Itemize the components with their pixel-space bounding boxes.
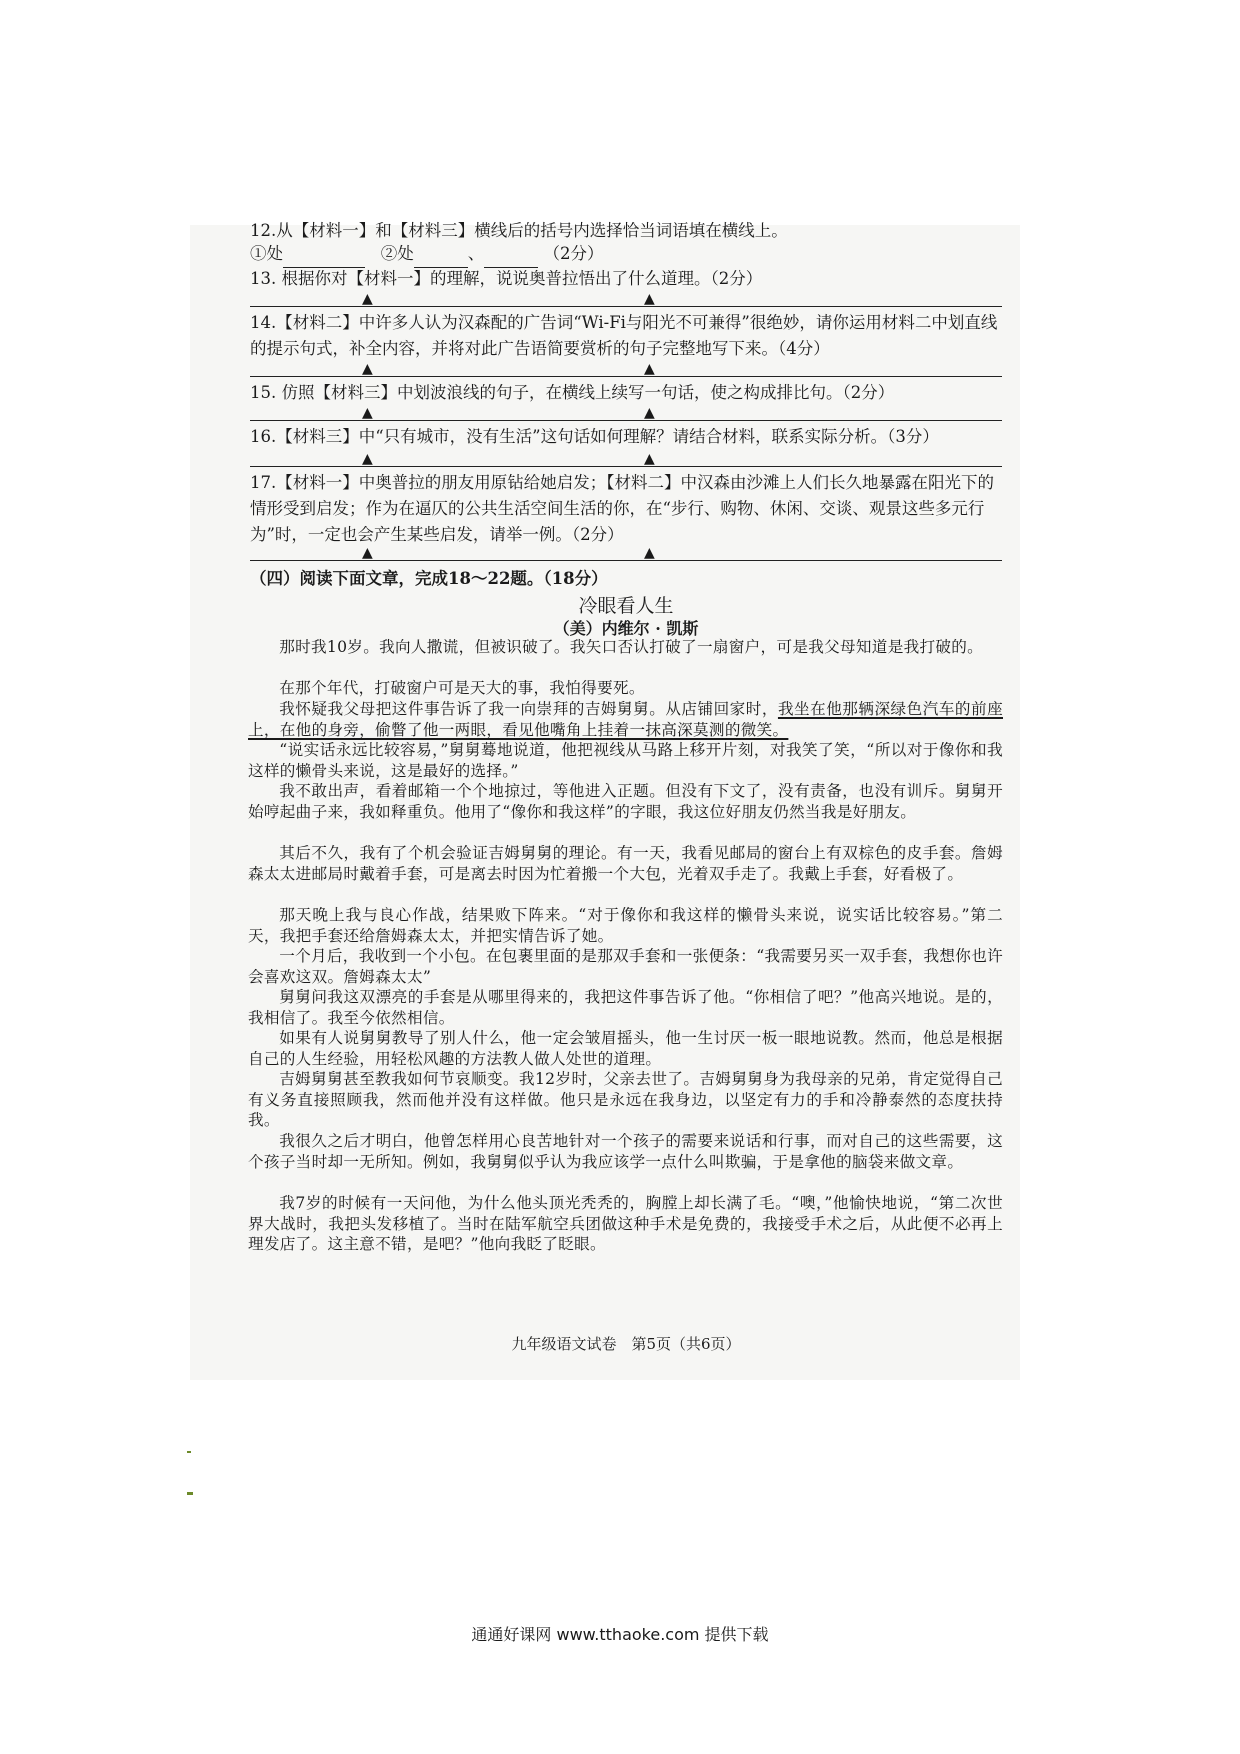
question-12: 12.从【材料一】和【材料三】横线后的括号内选择恰当词语填在横线上。 <box>250 221 788 240</box>
answer-line-15[interactable] <box>250 420 1002 421</box>
blank-1-line[interactable] <box>283 241 365 268</box>
answer-marker: ▲ <box>362 451 373 467</box>
question-15: 15. 仿照【材料三】中划波浪线的句子，在横线上续写一句话，使之构成排比句。（2分） <box>250 383 895 402</box>
article-paragraph-9: 舅舅问我这双漂亮的手套是从哪里得来的，我把这件事告诉了他。“你相信了吧？”他高兴地说。是的，我相信了。我至今依然相信。 <box>248 988 1003 1027</box>
article-paragraph-3-text: 我怀疑我父母把这件事告诉了我一向崇拜的吉姆舅舅。从店铺回家时， <box>279 700 778 718</box>
answer-marker: ▲ <box>644 405 655 421</box>
answer-marker: ▲ <box>644 361 655 377</box>
download-credit: 通通好课网 www.tthaoke.com 提供下载 <box>471 1625 769 1644</box>
question-14: 14.【材料二】中许多人认为汉森配的广告词“Wi-Fi与阳光不可兼得”很绝妙，请你运用材料二中划直线的提示句式，补全内容，并将对此广告语简要赏析的句子完整地写下来。（4分） <box>250 313 998 358</box>
article-paragraph-5: 我不敢出声，看着邮箱一个个地掠过，等他进入正题。但没有下文了，没有责备，也没有训斥。舅舅开始哼起曲子来，我如释重负。他用了“像你和我这样”的字眼，我这位好朋友仍然当我是好朋友。 <box>248 782 1003 821</box>
answer-line-17[interactable] <box>250 560 1002 561</box>
article-paragraph-13: 我7岁的时候有一天问他，为什么他头顶光秃秃的，胸膛上却长满了毛。“噢，”他愉快地说，“第二次世界大战时，我把头发移植了。当时在陆军航空兵团做这种手术是免费的，我接受手术之后，从此便不必再上理发店了。这主意不错，是吧？”他向我眨了眨眼。 <box>248 1194 1003 1253</box>
article-author: （美）内维尔 · 凯斯 <box>553 619 699 638</box>
answer-line-13[interactable] <box>250 306 1002 307</box>
article-title: 冷眼看人生 <box>578 595 674 617</box>
answer-marker: ▲ <box>644 451 655 467</box>
question-12-score: （2分） <box>543 244 604 263</box>
article-paragraph-7: 那天晚上我与良心作战，结果败下阵来。“对于像你和我这样的懒骨头来说，说实话比较容易。”第二天，我把手套还给詹姆森太太，并把实情告诉了她。 <box>248 906 1003 945</box>
question-12-blanks <box>250 241 1010 268</box>
blank-2-label: ②处 <box>380 244 414 263</box>
page-footer: 九年级语文试卷 第5页（共6页） <box>511 1335 741 1353</box>
article-paragraph-10: 如果有人说舅舅教导了别人什么，他一定会皱眉摇头，他一生讨厌一板一眼地说教。然而，他总是根据自己的人生经验，用轻松风趣的方法教人做人处世的道理。 <box>248 1029 1003 1068</box>
answer-marker: ▲ <box>644 291 655 307</box>
article-paragraph-6: 其后不久，我有了个机会验证吉姆舅舅的理论。有一天，我看见邮局的窗台上有双棕色的皮手套。詹姆森太太进邮局时戴着手套，可是离去时因为忙着搬一个大包，光着双手走了。我戴上手套，好看极了。 <box>248 844 1003 883</box>
blank-separator: 、 <box>467 244 485 263</box>
scan-speck <box>187 1492 193 1495</box>
article-paragraph-2: 在那个年代，打破窗户可是天大的事，我怕得要死。 <box>279 679 645 697</box>
scan-speck <box>187 1451 191 1453</box>
answer-marker: ▲ <box>362 361 373 377</box>
underlined-sentence: 我坐在他那辆深绿色汽车的前座上，在他的身旁，偷瞥了他一两眼，看见他嘴角上挂着一抹高深莫测的微笑。 <box>248 700 1003 739</box>
article-paragraph-8: 一个月后，我收到一个小包。在包裹里面的是那双手套和一张便条：“我需要另买一双手套，我想你也许会喜欢这双。詹姆森太太” <box>248 947 1003 986</box>
answer-line-16[interactable] <box>250 466 1002 467</box>
article-paragraph-4: “说实话永远比较容易，”舅舅蓦地说道，他把视线从马路上移开片刻，对我笑了笑，“所以对于像你和我这样的懒骨头来说，这是最好的选择。” <box>248 741 1003 780</box>
answer-marker: ▲ <box>362 405 373 421</box>
blank-1-label: ①处 <box>250 244 283 263</box>
blank-2a-line[interactable] <box>414 241 468 268</box>
answer-marker: ▲ <box>362 291 373 307</box>
article-paragraph-11: 吉姆舅舅甚至教我如何节哀顺变。我12岁时，父亲去世了。吉姆舅舅身为我母亲的兄弟，肯定觉得自己有义务直接照顾我，然而他并没有这样做。他只是永远在我身边，以坚定有力的手和冷静泰然的态度扶持我。 <box>248 1070 1003 1129</box>
section-heading: （四）阅读下面文章，完成18～22题。（18分） <box>250 569 608 588</box>
question-13: 13. 根据你对【材料一】的理解，说说奥普拉悟出了什么道理。（2分） <box>250 269 763 288</box>
article-paragraph-12: 我很久之后才明白，他曾怎样用心良苦地针对一个孩子的需要来说话和行事，而对自己的这些需要，这个孩子当时却一无所知。例如，我舅舅似乎认为我应该学一点什么叫欺骗，于是拿他的脑袋来做文章。 <box>248 1132 1003 1171</box>
question-16: 16.【材料三】中“只有城市，没有生活”这句话如何理解？请结合材料，联系实际分析。（3分） <box>250 427 939 446</box>
answer-line-14[interactable] <box>250 376 1002 377</box>
article-paragraph-1: 那时我10岁。我向人撒谎，但被识破了。我矢口否认打破了一扇窗户，可是我父母知道是我打破的。 <box>279 638 984 656</box>
question-17: 17.【材料一】中奥普拉的朋友用原钻给她启发；【材料二】中汉森由沙滩上人们长久地暴露在阳光下的情形受到启发；作为在逼仄的公共生活空间生活的你，在“步行、购物、休闲、交谈、观景这些多元行为”时，一定也会产生某些启发，请举一例。（2分） <box>250 473 994 544</box>
answer-marker: ▲ <box>644 545 655 561</box>
article-paragraph-3 <box>248 699 1003 740</box>
answer-marker: ▲ <box>362 545 373 561</box>
blank-2b-line[interactable] <box>484 241 538 268</box>
